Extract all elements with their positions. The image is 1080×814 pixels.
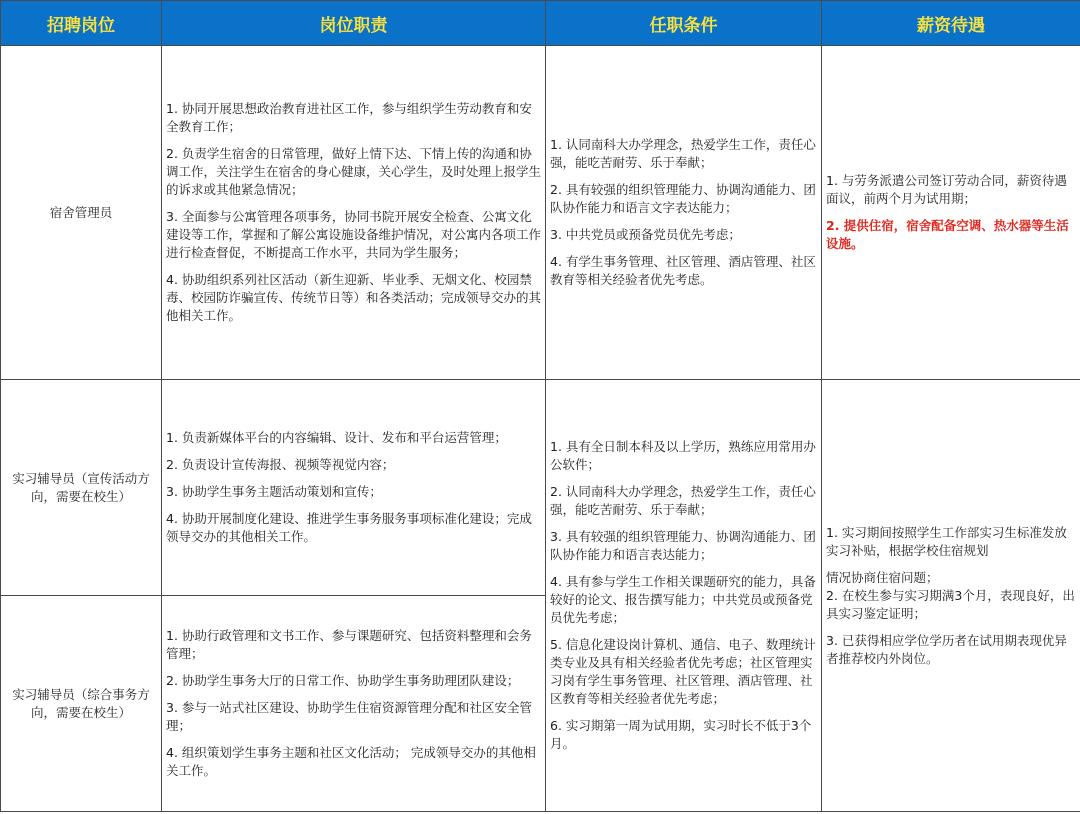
duty-item: 2. 负责设计宣传海报、视频等视觉内容； <box>166 457 395 472</box>
salary-cell <box>822 46 1080 380</box>
requirement-item: 1. 具有全日制本科及以上学历，熟练应用常用办公软件； <box>550 439 816 472</box>
duties-cell <box>162 380 546 596</box>
header-position: 招聘岗位 <box>1 1 162 46</box>
header-duties: 岗位职责 <box>162 1 546 46</box>
requirement-item: 2. 认同南科大办学理念，热爱学生工作，责任心强，能吃苦耐劳、乐于奉献； <box>550 484 816 517</box>
duties-cell <box>162 596 546 812</box>
requirement-item: 1. 认同南科大办学理念，热爱学生工作，责任心强，能吃苦耐劳、乐于奉献； <box>550 137 816 170</box>
header-requirements: 任职条件 <box>546 1 822 46</box>
requirement-item: 4. 具有参与学生工作相关课题研究的能力，具备较好的论文、报告撰写能力；中共党员或预备党员优先考虑； <box>550 574 816 625</box>
table-row <box>1 380 1080 596</box>
intern-salary-cell <box>822 380 1080 812</box>
requirement-item: 6. 实习期第一周为试用期，实习时长不低于3个月。 <box>550 718 812 751</box>
table-header-row <box>1 1 1080 46</box>
table-row <box>1 46 1080 380</box>
duty-item: 3. 全面参与公寓管理各项事务，协同书院开展安全检查、公寓文化建设等工作，掌握和了解公寓设施设备维护情况，对公寓内各项工作进行检查督促，不断提高工作水平，共同为学生服务； <box>166 209 542 260</box>
duty-item: 3. 协助学生事务主题活动策划和宣传； <box>166 484 382 499</box>
requirements-cell <box>546 46 822 380</box>
position-cell: 宿舍管理员 <box>1 46 162 380</box>
duty-item: 4. 协助组织系列社区活动（新生迎新、毕业季、无烟文化、校园禁毒、校园防诈骗宣传、传统节日等）和各类活动；完成领导交办的其他相关工作。 <box>166 272 542 323</box>
requirement-item: 2. 具有较强的组织管理能力、协调沟通能力、团队协作能力和语言文字表达能力； <box>550 182 816 215</box>
salary-item: 3. 已获得相应学位学历者在试用期表现优异者推荐校内外岗位。 <box>826 632 1067 666</box>
duty-item: 2. 协助学生事务大厅的日常工作、协助学生事务助理团队建设； <box>166 673 520 688</box>
requirement-item: 3. 具有较强的组织管理能力、协调沟通能力、团队协作能力和语言表达能力； <box>550 529 816 562</box>
duty-item: 4. 组织策划学生事务主题和社区文化活动； 完成领导交办的其他相关工作。 <box>166 745 536 778</box>
requirement-item: 4. 有学生事务管理、社区管理、酒店管理、社区教育等相关经验者优先考虑。 <box>550 254 816 287</box>
position-cell: 实习辅导员（宣传活动方向，需要在校生） <box>1 380 162 596</box>
salary-item: 情况协商住宿问题； 2. 在校生参与实习期满3个月，表现良好，出具实习鉴定证明； <box>826 569 1075 621</box>
position-cell: 实习辅导员（综合事务方向，需要在校生） <box>1 596 162 812</box>
salary-item: 1. 与劳务派遣公司签订劳动合同，薪资待遇面议，前两个月为试用期； <box>826 173 1067 206</box>
duties-cell <box>162 46 546 380</box>
requirement-item: 3. 中共党员或预备党员优先考虑； <box>550 227 741 242</box>
duty-item: 2. 负责学生宿舍的日常管理，做好上情下达、下情上传的沟通和协调工作，关注学生在宿舍的身心健康，关心学生，及时处理上报学生的诉求或其他紧急情况； <box>166 146 542 197</box>
salary-highlight: 2. 提供住宿，宿舍配备空调、热水器等生活设施。 <box>826 218 1069 251</box>
header-salary: 薪资待遇 <box>822 1 1080 46</box>
duty-item: 3. 参与一站式社区建设、协助学生住宿资源管理分配和社区安全管理； <box>166 700 532 733</box>
intern-requirements-cell <box>546 380 822 812</box>
duty-item: 1. 负责新媒体平台的内容编辑、设计、发布和平台运营管理； <box>166 430 507 445</box>
duty-item: 1. 协助行政管理和文书工作、参与课题研究、包括资料整理和会务管理； <box>166 628 532 661</box>
salary-item: 1. 实习期间按照学生工作部实习生标准发放实习补贴，根据学校住宿规划 <box>826 524 1067 558</box>
duty-item: 4. 协助开展制度化建设、推进学生事务服务事项标准化建设；完成领导交办的其他相关工作。 <box>166 511 532 544</box>
duty-item: 1. 协同开展思想政治教育进社区工作，参与组织学生劳动教育和安全教育工作； <box>166 101 532 134</box>
requirement-item: 5. 信息化建设岗计算机、通信、电子、数理统计类专业及具有相关经验者优先考虑；社区管理实习岗有学生事务管理、社区管理、酒店管理、社区教育等相关经验者优先考虑； <box>550 637 816 706</box>
